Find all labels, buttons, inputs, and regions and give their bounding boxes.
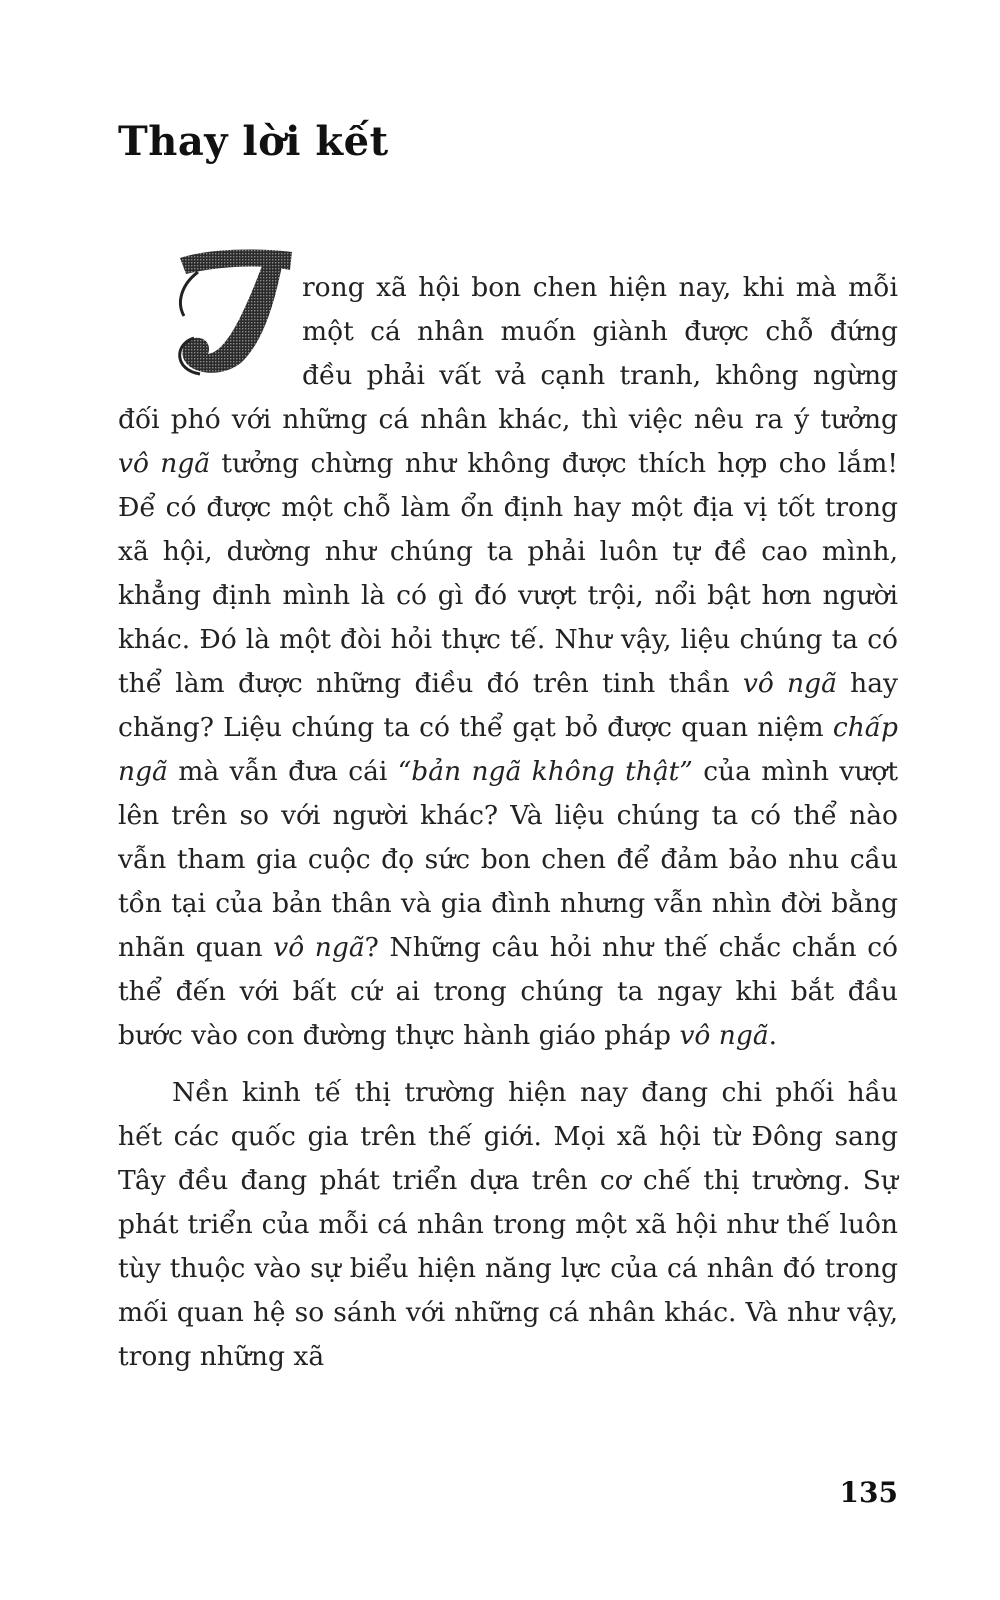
page-number: 135 [839, 1476, 898, 1509]
term-vo-nga: vô ngã [118, 448, 211, 479]
book-page [118, 0, 898, 1600]
body-text [118, 266, 898, 1379]
term-ban-nga-khong-that: “bản ngã không thật” [397, 756, 693, 787]
term-chap-nga: chấp ngã [118, 712, 898, 787]
paragraph-2: Nền kinh tế thị trường hiện nay đang chi phối hầu hết các quốc gia trên thế giới. Mọi xã hội từ Đông sang Tây đều đang phát triển dựa trên cơ chế thị trường. Sự phát triển của mỗi cá nhân trong một xã hội như thế luôn tùy thuộc vào sự biểu hiện năng lực của cá nhân đó trong mối quan hệ so sánh với những cá nhân khác. Và như vậy, trong những xã [118, 1077, 898, 1372]
term-vo-nga: vô ngã [273, 932, 365, 963]
term-vo-nga: vô ngã [679, 1020, 769, 1051]
dropcap-t [118, 266, 296, 378]
paragraph-1 [118, 266, 898, 1058]
term-vo-nga: vô ngã [742, 668, 837, 699]
paragraph-1-content: rong xã hội bon chen hiện nay, khi mà mỗi một cá nhân muốn giành được chỗ đứng đều phải vất vả cạnh tranh, không ngừng đối phó với những cá nhân khác, thì việc nêu ra ý tưởng vô ngã tưởng chừng như không được thích hợp cho lắm! Để có được một chỗ làm ổn định hay một địa vị tốt trong xã hội, dường như chúng ta phải luôn tự đề cao mình, khẳng định mình là có gì đó vượt trội, nổi bật hơn người khác. Đó là một đòi hỏi thực tế. Như vậy, liệu chúng ta có thể làm được những điều đó trên tinh thần vô ngã hay chăng? Liệu chúng ta có thể gạt bỏ được quan niệm chấp ngã mà vẫn đưa cái “bản ngã không thật” của mình vượt lên trên so với người khác? Và liệu chúng ta có thể nào vẫn tham gia cuộc đọ sức bon chen để đảm bảo nhu cầu tồn tại của bản thân và gia đình nhưng vẫn nhìn đời bằng nhãn quan vô ngã? Những câu hỏi như thế chắc chắn có thể đến với bất cứ ai trong chúng ta ngay khi bắt đầu bước vào con đường thực hành giáo pháp vô ngã. [118, 272, 898, 1051]
chapter-title: Thay lời kết [118, 118, 389, 165]
